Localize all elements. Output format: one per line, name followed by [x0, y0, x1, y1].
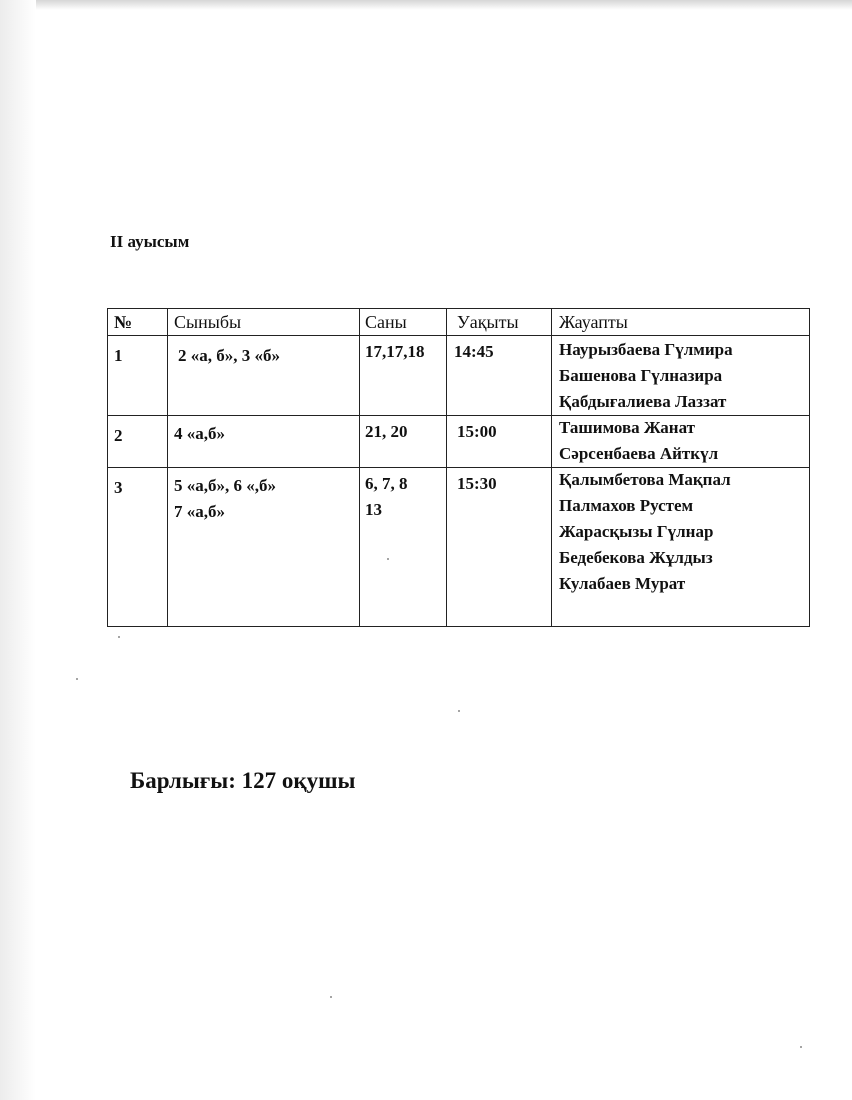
scan-edge-left	[0, 0, 36, 1100]
shift-heading: ІІ ауысым	[110, 232, 190, 251]
row-3-class-line: 7 «а,б»	[174, 502, 225, 521]
row-3-responsible	[559, 467, 731, 597]
row-1-time: 14:45	[454, 342, 494, 361]
responsible-name: Жарасқызы Гүлнар	[559, 522, 714, 541]
row-2-class	[174, 421, 225, 447]
row-3-class-line: 5 «а,б», 6 «,б»	[174, 476, 276, 495]
scan-speck	[458, 710, 460, 712]
scan-speck	[800, 1046, 802, 1048]
row-2-count-line: 21, 20	[365, 422, 408, 441]
scan-speck	[387, 558, 389, 560]
responsible-name: Қалымбетова Мақпал	[559, 470, 731, 489]
header-time: Уақыты	[457, 312, 519, 332]
row-2-class-line: 4 «а,б»	[174, 424, 225, 443]
header-number: №	[114, 312, 133, 332]
scan-speck	[330, 996, 332, 998]
scan-speck	[118, 636, 120, 638]
row-3-count	[365, 471, 408, 523]
row-1-class	[178, 343, 280, 369]
row-3-class	[174, 473, 276, 525]
responsible-name: Кулабаев Мурат	[559, 574, 686, 593]
row-3-number: 3	[114, 478, 123, 497]
row-divider	[108, 335, 809, 336]
schedule-table	[107, 308, 810, 627]
row-2-number: 2	[114, 426, 123, 445]
header-class: Сыныбы	[174, 312, 242, 332]
responsible-name: Палмахов Рустем	[559, 496, 694, 515]
header-count: Саны	[365, 312, 407, 332]
scan-speck	[76, 678, 78, 680]
row-2-time: 15:00	[457, 422, 497, 441]
responsible-name: Бедебекова Жұлдыз	[559, 548, 713, 567]
row-3-time: 15:30	[457, 474, 497, 493]
row-2-responsible	[559, 415, 718, 467]
responsible-name: Сәрсенбаева Айткүл	[559, 444, 719, 463]
row-2-count	[365, 419, 408, 445]
header-responsible: Жауапты	[559, 312, 628, 332]
row-1-number: 1	[114, 346, 123, 365]
row-1-count	[365, 339, 425, 365]
responsible-name: Наурызбаева Гүлмира	[559, 340, 733, 359]
row-1-count-line: 17,17,18	[365, 342, 425, 361]
responsible-name: Башенова Гүлназира	[559, 366, 723, 385]
row-3-count-line: 13	[365, 500, 382, 519]
total-students: Барлығы: 127 оқушы	[130, 768, 356, 793]
scan-edge-top	[0, 0, 852, 10]
row-3-count-line: 6, 7, 8	[365, 474, 408, 493]
responsible-name: Қабдығалиева Лаззат	[559, 392, 727, 411]
responsible-name: Ташимова Жанат	[559, 418, 696, 437]
row-1-class-line: 2 «а, б», 3 «б»	[178, 346, 280, 365]
row-1-responsible	[559, 337, 733, 415]
